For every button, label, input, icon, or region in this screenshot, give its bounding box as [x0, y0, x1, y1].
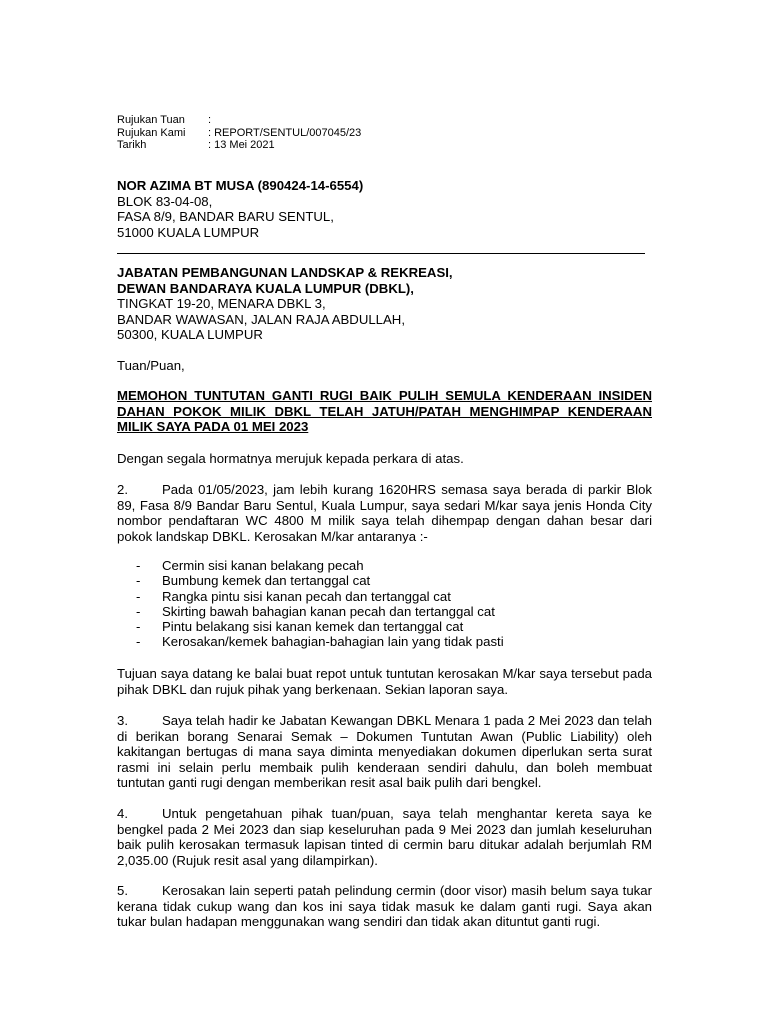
sender-address-line: 51000 KUALA LUMPUR [117, 224, 260, 240]
paragraph-number: 5. [117, 883, 128, 898]
ref-value: : [208, 114, 212, 126]
sender-name: NOR AZIMA BT MUSA (890424-14-6554) [117, 178, 364, 193]
paragraph-3 [117, 713, 652, 791]
ref-label: Tarikh [117, 139, 147, 151]
paragraph-text: Kerosakan lain seperti patah pelindung cermin (door visor) masih belum saya tukar kerana tidak cukup wang dan kos ini saya tidak masuk ke dalam ganti rugi. Saya akan tukar bulan hadapan menggunakan wang sendiri dan tidak akan dituntut ganti rugi. [117, 883, 652, 929]
list-item [136, 619, 504, 634]
ref-value: : REPORT/SENTUL/007045/23 [208, 126, 362, 139]
paragraph-5 [117, 883, 652, 930]
recipient-address-line: TINGKAT 19-20, MENARA DBKL 3, [117, 296, 326, 311]
list-item-text: Kerosakan/kemek bahagian-bahagian lain yang tidak pasti [162, 634, 504, 650]
ref-rujukan-tuan [117, 114, 361, 127]
list-item-text: Bumbung kemek dan tertanggal cat [162, 573, 371, 589]
recipient-address-line: 50300, KUALA LUMPUR [117, 327, 263, 342]
list-dash: - [136, 558, 141, 573]
sender-address-line: BLOK 83-04-08, [117, 193, 213, 209]
paragraph-4 [117, 806, 652, 868]
recipient-org: JABATAN PEMBANGUNAN LANDSKAP & REKREASI, [117, 265, 453, 280]
list-item-text: Cermin sisi kanan belakang pecah [162, 558, 364, 573]
paragraph-number: 4. [117, 806, 128, 821]
damage-list [136, 558, 504, 650]
reference-block [117, 114, 361, 152]
list-item-text: Pintu belakang sisi kanan kemek dan tertanggal cat [162, 619, 464, 635]
list-dash: - [136, 634, 141, 650]
divider-line [117, 253, 645, 254]
paragraph-number: 2. [117, 482, 128, 497]
list-item [136, 604, 504, 619]
purpose-paragraph: Tujuan saya datang ke balai buat repot untuk tuntutan kerosakan M/kar saya tersebut pada pihak DBKL dan rujuk pihak yang berkenaan. Sekian laporan saya. [117, 666, 652, 697]
ref-tarikh [117, 139, 361, 152]
list-item [136, 558, 504, 573]
ref-rujukan-kami [117, 127, 361, 140]
list-item [136, 589, 504, 604]
ref-label: Rujukan Kami [117, 126, 186, 139]
paragraph-number: 3. [117, 713, 128, 728]
list-item-text: Skirting bawah bahagian kanan pecah dan tertanggal cat [162, 603, 495, 619]
ref-value: : 13 Mei 2021 [208, 139, 275, 151]
paragraph-text: Untuk pengetahuan pihak tuan/puan, saya telah menghantar kereta saya ke bengkel pada 2 Mei 2023 dan siap keseluruhan pada 9 Mei 2023 dan jumlah keseluruhan baik pulih kerosakan termasuk lapisan tinted di cermin baru ditukar adalah berjumlah RM 2,035.00 (Rujuk resit asal yang dilampirkan). [117, 806, 652, 868]
list-dash: - [136, 573, 141, 589]
list-item-text: Rangka pintu sisi kanan pecah dan tertanggal cat [162, 588, 451, 604]
list-dash: - [136, 603, 141, 619]
recipient-block [117, 265, 652, 343]
paragraph-text: Pada 01/05/2023, jam lebih kurang 1620HRS semasa saya berada di parkir Blok 89, Fasa 8/9 Bandar Baru Sentul, Kuala Lumpur, saya sedari M/kar saya jenis Honda City nombor pendaftaran WC 4800 M milik saya telah dihempap dengan dahan besar dari pokok landskap DBKL. Kerosakan M/kar antaranya :- [117, 482, 652, 544]
recipient-org: DEWAN BANDARAYA KUALA LUMPUR (DBKL), [117, 280, 414, 296]
ref-label: Rujukan Tuan [117, 114, 185, 126]
list-item [136, 634, 504, 649]
intro-text: Dengan segala hormatnya merujuk kepada perkara di atas. [117, 451, 464, 466]
sender-address-line: FASA 8/9, BANDAR BARU SENTUL, [117, 209, 334, 224]
letter-subject: MEMOHON TUNTUTAN GANTI RUGI BAIK PULIH SEMULA KENDERAAN INSIDEN DAHAN POKOK MILIK DBKL TELAH JATUH/PATAH MENGHIMPAP KENDERAAN MILIK SAYA PADA 01 MEI 2023 [117, 388, 652, 434]
sender-block [117, 178, 652, 240]
paragraph-2 [117, 482, 652, 544]
list-dash: - [136, 588, 141, 604]
recipient-address-line: BANDAR WAWASAN, JALAN RAJA ABDULLAH, [117, 311, 405, 327]
salutation: Tuan/Puan, [117, 358, 185, 373]
paragraph-text: Saya telah hadir ke Jabatan Kewangan DBKL Menara 1 pada 2 Mei 2023 dan telah di berikan borang Senarai Semak – Dokumen Tuntutan Awan (Public Liability) oleh kakitangan bertugas di mana saya diminta menyediakan dokumen diperlukan serta surat rasmi ini selain perlu membaik pulih kenderaan sendiri dahulu, dan boleh membuat tuntutan ganti rugi dengan memberikan resit asal baik pulih dari bengkel. [117, 713, 652, 790]
list-item [136, 573, 504, 588]
list-dash: - [136, 619, 141, 635]
